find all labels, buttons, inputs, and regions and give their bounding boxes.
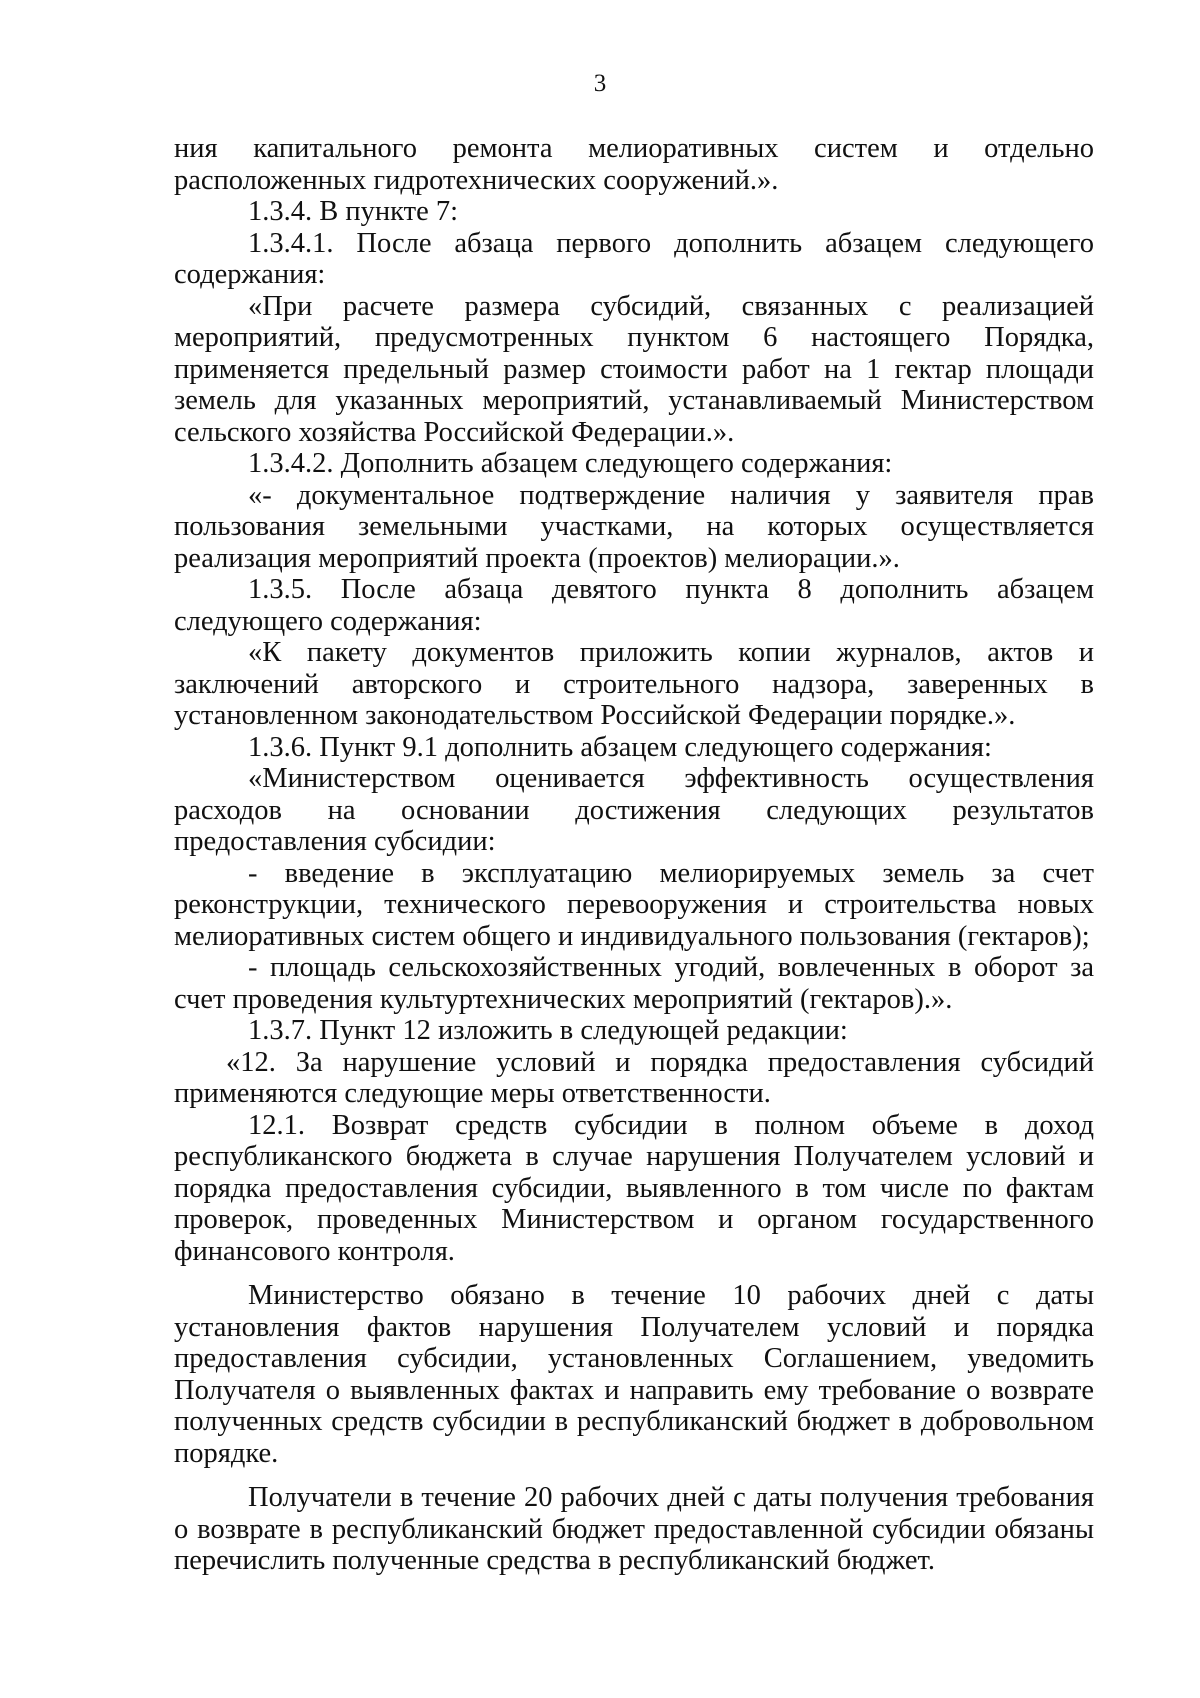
paragraph-recipients-obligation: Получатели в течение 20 рабочих дней с даты получения требования о возврате в республиканский бюджет предоставленной субсидии обязаны перечислить полученные средства в республиканский бюджет. [174, 1482, 1094, 1576]
page-number: 3 [593, 70, 607, 97]
paragraph-1-3-4-1: 1.3.4.1. После абзаца первого дополнить абзацем следующего содержания: [174, 227, 1094, 290]
paragraph-quote-subsidy-calculation: «При расчете размера субсидий, связанных с реализацией мероприятий, предусмотренных пунктом 6 настоящего Порядка, применяется предельный размер стоимости работ на 1 гектар площади земель для указанных мероприятий, устанавливаемый Министерством сельского хозяйства Российской Федерации.». [174, 290, 1094, 448]
paragraph-quote-point-12: «12. За нарушение условий и порядка предоставления субсидий применяются следующие меры ответственности. [174, 1046, 1094, 1109]
paragraph-12-1: 12.1. Возврат средств субсидии в полном объеме в доход республиканского бюджета в случае нарушения Получателем условий и порядка предоставления субсидии, выявленного в том числе по фактам проверок, проведенных Министерством и органом государственного финансового контроля. [174, 1109, 1094, 1267]
paragraph-quote-document-package: «К пакету документов приложить копии журналов, актов и заключений авторского и строительного надзора, заверенных в установленном законодательством Российской Федерации порядке.». [174, 637, 1094, 731]
list-item-agricultural-area: - площадь сельскохозяйственных угодий, вовлеченных в оборот за счет проведения культуртехнических мероприятий (гектаров).». [174, 952, 1094, 1015]
paragraph-quote-land-rights: «- документальное подтверждение наличия у заявителя прав пользования земельными участками, на которых осуществляется реализация мероприятий проекта (проектов) мелиорации.». [174, 479, 1094, 574]
paragraph-1-3-5: 1.3.5. После абзаца девятого пункта 8 дополнить абзацем следующего содержания: [174, 574, 1094, 637]
paragraph-1-3-7: 1.3.7. Пункт 12 изложить в следующей редакции: [248, 1015, 848, 1046]
paragraph-ministry-obligation: Министерство обязано в течение 10 рабочих дней с даты установления фактов нарушения Получателем условий и порядка предоставления субсидии, установленных Соглашением, уведомить Получателя о выявленных фактах и направить ему требование о возврате полученных средств субсидии в республиканский бюджет в добровольном порядке. [174, 1280, 1094, 1469]
paragraph-1-3-6: 1.3.6. Пункт 9.1 дополнить абзацем следующего содержания: [248, 731, 992, 763]
paragraph-1-3-4: 1.3.4. В пункте 7: [248, 196, 459, 227]
paragraph-quote-efficiency: «Министерством оценивается эффективность осуществления расходов на основании достижения следующих результатов предоставления субсидии: [174, 763, 1094, 857]
paragraph-continuation: ния капитального ремонта мелиоративных систем и отдельно расположенных гидротехнических сооружений.». [174, 133, 1094, 196]
paragraph-1-3-4-2: 1.3.4.2. Дополнить абзацем следующего содержания: [248, 448, 893, 479]
list-item-land-commissioning: - введение в эксплуатацию мелиорируемых земель за счет реконструкции, технического перевооружения и строительства новых мелиоративных систем общего и индивидуального пользования (гектаров); [174, 857, 1094, 952]
document-body [174, 133, 1094, 1577]
